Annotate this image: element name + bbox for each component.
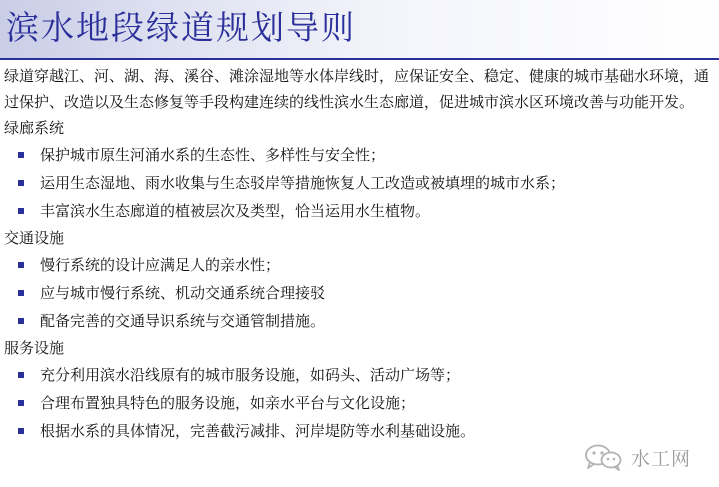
list-item-text: 充分利用滨水沿线原有的城市服务设施，如码头、活动广场等； <box>40 366 461 384</box>
list-item <box>4 417 716 445</box>
list-item <box>4 279 716 307</box>
title-divider <box>0 58 719 60</box>
list-item-text: 丰富滨水生态廊道的植被层次及类型，恰当运用水生植物。 <box>40 202 431 220</box>
list-item <box>4 197 716 225</box>
square-bullet-icon <box>18 180 24 186</box>
square-bullet-icon <box>18 318 24 324</box>
watermark-text: 水工网 <box>630 447 691 470</box>
intro-paragraph: 绿道穿越江、河、湖、海、溪谷、滩涂湿地等水体岸线时，应保证安全、稳定、健康的城市基础水环境，通过保护、改造以及生态修复等手段构建连续的线性滨水生态廊道，促进城市滨水区环境改善与功能开发。 <box>4 67 710 111</box>
list-item <box>4 141 716 169</box>
list-item <box>4 251 716 279</box>
square-bullet-icon <box>18 372 24 378</box>
square-bullet-icon <box>18 400 24 406</box>
page-title: 滨水地段绿道规划导则 <box>6 8 356 47</box>
square-bullet-icon <box>18 290 24 296</box>
section-service <box>4 336 716 445</box>
list-item-text: 配备完善的交通导识系统与交通管制措施。 <box>40 312 326 330</box>
list-item <box>4 307 716 335</box>
square-bullet-icon <box>18 152 24 158</box>
slide-body <box>4 64 716 445</box>
section-heading: 服务设施 <box>4 339 65 357</box>
square-bullet-icon <box>18 262 24 268</box>
list-item <box>4 389 716 417</box>
square-bullet-icon <box>18 208 24 214</box>
bullet-list <box>4 361 716 445</box>
title-banner <box>0 0 719 58</box>
list-item-text: 慢行系统的设计应满足人的亲水性； <box>40 256 281 274</box>
section-heading: 绿廊系统 <box>4 119 65 137</box>
square-bullet-icon <box>18 428 24 434</box>
section-transport <box>4 226 716 335</box>
bullet-list <box>4 141 716 225</box>
list-item <box>4 169 716 197</box>
list-item-text: 保护城市原生河涌水系的生态性、多样性与安全性； <box>40 146 386 164</box>
bullet-list <box>4 251 716 335</box>
list-item-text: 应与城市慢行系统、机动交通系统合理接驳 <box>40 284 326 302</box>
wechat-icon <box>583 443 623 471</box>
section-green-corridor <box>4 116 716 225</box>
list-item-text: 根据水系的具体情况，完善截污减排、河岸堤防等水利基础设施。 <box>40 422 476 440</box>
section-heading: 交通设施 <box>4 229 65 247</box>
watermark <box>583 443 691 471</box>
list-item-text: 运用生态湿地、雨水收集与生态驳岸等措施恢复人工改造或被填埋的城市水系； <box>40 174 566 192</box>
list-item <box>4 361 716 389</box>
list-item-text: 合理布置独具特色的服务设施，如亲水平台与文化设施； <box>40 394 416 412</box>
